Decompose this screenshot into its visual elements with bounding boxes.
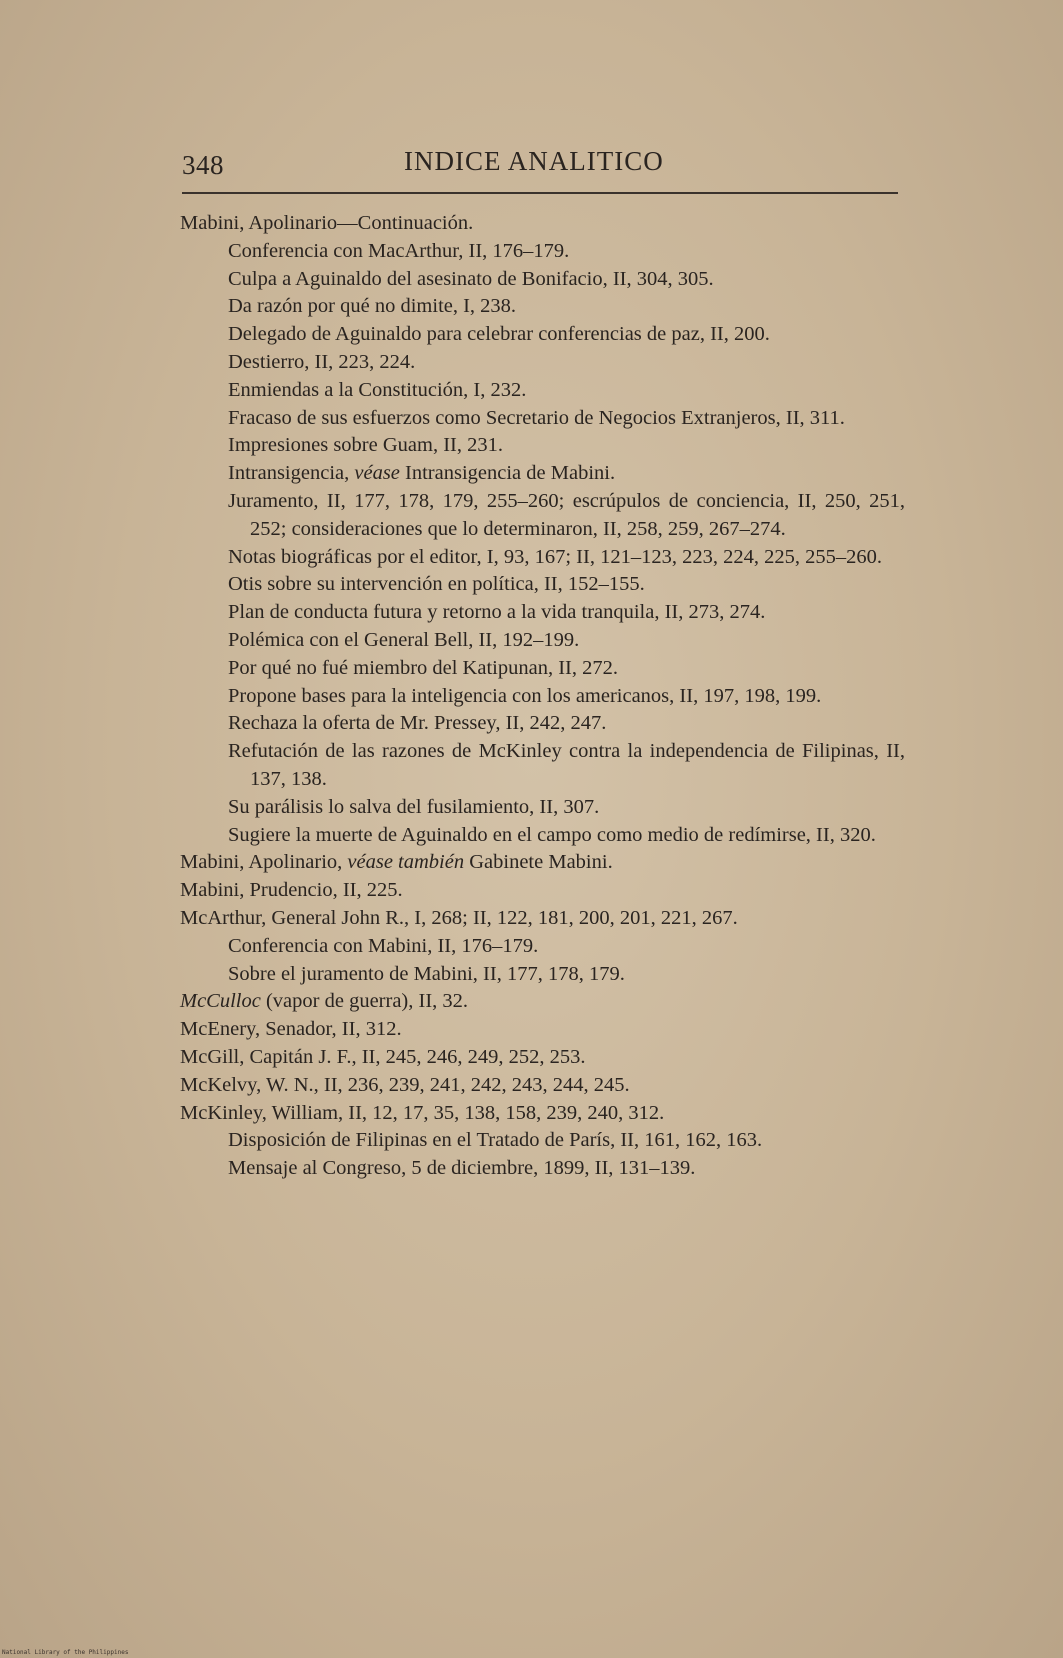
index-subentry: Conferencia con MacArthur, II, 176–179.: [228, 239, 570, 262]
index-subentry: Plan de conducta futura y retorno a la vida tranquila, II, 273, 274.: [228, 601, 766, 624]
index-subentry: Disposición de Filipinas en el Tratado de París, II, 161, 162, 163.: [228, 1129, 763, 1152]
index-subentry: Juramento, II, 177, 178, 179, 255–260; escrúpulos de conciencia, II, 250, 251, 252; consideraciones que lo determinaron, II, 258, 259, 267–274.: [228, 489, 905, 540]
index-entry: McEnery, Senador, II, 312.: [180, 1018, 402, 1041]
index-subentry: Refutación de las razones de McKinley contra la independencia de Filipinas, II, 137, 138.: [228, 740, 905, 790]
italic-cross-reference: véase: [354, 462, 400, 485]
index-subentry: Da razón por qué no dimite, I, 238.: [228, 295, 517, 318]
index-entry: Mabini, Apolinario, véase también Gabinete Mabini.: [180, 851, 613, 874]
page-header: [182, 144, 898, 184]
index-entry: McGill, Capitán J. F., II, 245, 246, 249, 252, 253.: [180, 1045, 586, 1068]
index-subentry: Destierro, II, 223, 224.: [228, 350, 416, 373]
index-subentry: Notas biográficas por el editor, I, 93, 167; II, 121–123, 223, 224, 225, 255–260.: [228, 545, 882, 568]
index-entry: Mabini, Apolinario—Continuación.: [180, 212, 474, 234]
index-subentry: Polémica con el General Bell, II, 192–199.: [228, 628, 580, 651]
index-entry-list: [180, 210, 905, 1183]
index-subentry: Enmiendas a la Constitución, I, 232.: [228, 378, 527, 401]
index-subentry: Por qué no fué miembro del Katipunan, II, 272.: [228, 656, 618, 679]
index-subentry: Otis sobre su intervención en política, II, 152–155.: [228, 573, 645, 596]
header-rule: [182, 192, 898, 194]
index-subentry: Impresiones sobre Guam, II, 231.: [228, 434, 503, 457]
index-subentry: Conferencia con Mabini, II, 176–179.: [228, 934, 539, 957]
page-number: 348: [182, 150, 224, 180]
index-entry: Mabini, Prudencio, II, 225.: [180, 879, 403, 902]
index-entry: McArthur, General John R., I, 268; II, 122, 181, 200, 201, 221, 267.: [180, 906, 738, 929]
index-subentry: Mensaje al Congreso, 5 de diciembre, 1899, II, 131–139.: [228, 1157, 696, 1180]
scan-credit: National Library of the Philippines: [2, 1649, 129, 1656]
running-head-title: INDICE ANALITICO: [404, 146, 664, 176]
index-subentry: Propone bases para la inteligencia con los americanos, II, 197, 198, 199.: [228, 684, 822, 707]
index-entry: McKinley, William, II, 12, 17, 35, 138, 158, 239, 240, 312.: [180, 1101, 665, 1124]
index-subentry: Culpa a Aguinaldo del asesinato de Bonifacio, II, 304, 305.: [228, 267, 714, 290]
index-entry: McKelvy, W. N., II, 236, 239, 241, 242, 243, 244, 245.: [180, 1073, 630, 1096]
italic-cross-reference: véase también: [347, 851, 465, 874]
index-subentry: Sugiere la muerte de Aguinaldo en el campo como medio de redímirse, II, 320.: [228, 823, 876, 846]
index-subentry: Su parálisis lo salva del fusilamiento, II, 307.: [228, 795, 600, 818]
index-subentry: Rechaza la oferta de Mr. Pressey, II, 242, 247.: [228, 712, 607, 735]
index-subentry: Sobre el juramento de Mabini, II, 177, 178, 179.: [228, 962, 625, 985]
italic-ship-name: McCulloc: [180, 990, 261, 1013]
index-subentry: Intransigencia, véase Intransigencia de Mabini.: [228, 462, 616, 485]
index-subentry: Delegado de Aguinaldo para celebrar conferencias de paz, II, 200.: [228, 323, 770, 346]
index-entry: McCulloc (vapor de guerra), II, 32.: [180, 990, 469, 1013]
index-subentry: Fracaso de sus esfuerzos como Secretario de Negocios Extranjeros, II, 311.: [228, 406, 845, 429]
